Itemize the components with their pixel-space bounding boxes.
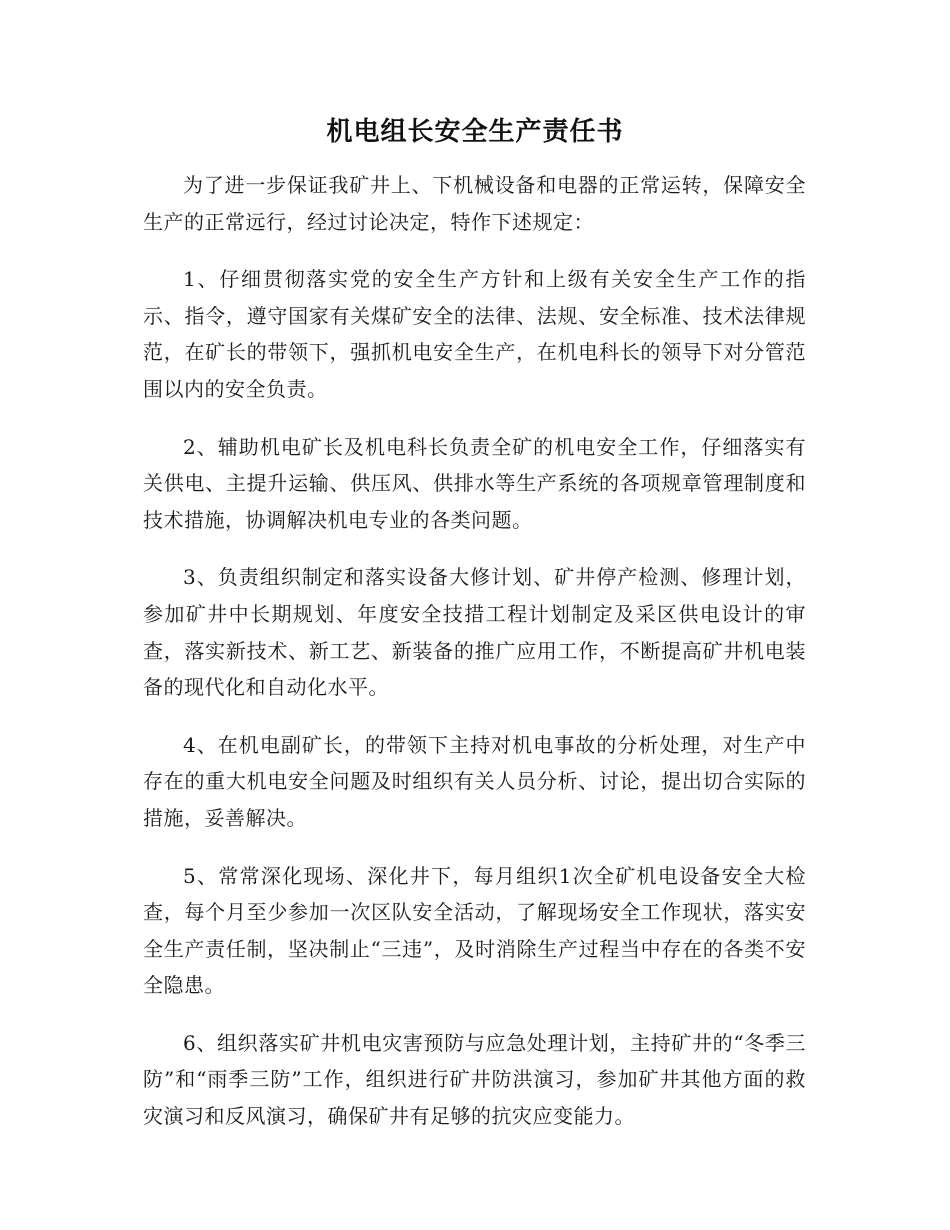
clause-paragraph-2: 2、辅助机电矿长及机电科长负责全矿的机电安全工作，仔细落实有关供电、主提升运输、供压风、供排水等生产系统的各项规章管理制度和技术措施，协调解决机电专业的各类问题。 xyxy=(143,434,806,532)
clause-paragraph-1: 1、仔细贯彻落实党的安全生产方针和上级有关安全生产工作的指示、指令，遵守国家有关煤矿安全的法律、法规、安全标准、技术法律规范，在矿长的带领下，强抓机电安全生产，在机电科长的领导下对分管范围以内的安全负责。 xyxy=(143,267,806,401)
clause-paragraph-6: 6、组织落实矿井机电灾害预防与应急处理计划，主持矿井的“冬季三防”和“雨季三防”工作，组织进行矿井防洪演习，参加矿井其他方面的救灾演习和反风演习，确保矿井有足够的抗灾应变能力。 xyxy=(143,1030,806,1129)
clause-paragraph-4: 4、在机电副矿长，的带领下主持对机电事故的分析处理，对生产中存在的重大机电安全问题及时组织有关人员分析、讨论，提出切合实际的措施，妥善解决。 xyxy=(143,732,806,830)
document-title: 机电组长安全生产责任书 xyxy=(326,117,624,147)
document-body xyxy=(143,167,806,1135)
clause-paragraph-3: 3、负责组织制定和落实设备大修计划、矿井停产检测、修理计划，参加矿井中长期规划、年度安全技措工程计划制定及采区供电设计的审查，落实新技术、新工艺、新装备的推广应用工作，不断提高矿井机电装备的现代化和自动化水平。 xyxy=(143,565,806,700)
intro-paragraph: 为了进一步保证我矿井上、下机械设备和电器的正常运转，保障安全生产的正常远行，经过讨论决定，特作下述规定： xyxy=(143,173,806,234)
clause-paragraph-5: 5、常常深化现场、深化井下，每月组织1次全矿机电设备安全大检查，每个月至少参加一次区队安全活动，了解现场安全工作现状，落实安全生产责任制，坚决制止“三违”，及时消除生产过程当中存在的各类不安全隐患。 xyxy=(143,863,806,998)
